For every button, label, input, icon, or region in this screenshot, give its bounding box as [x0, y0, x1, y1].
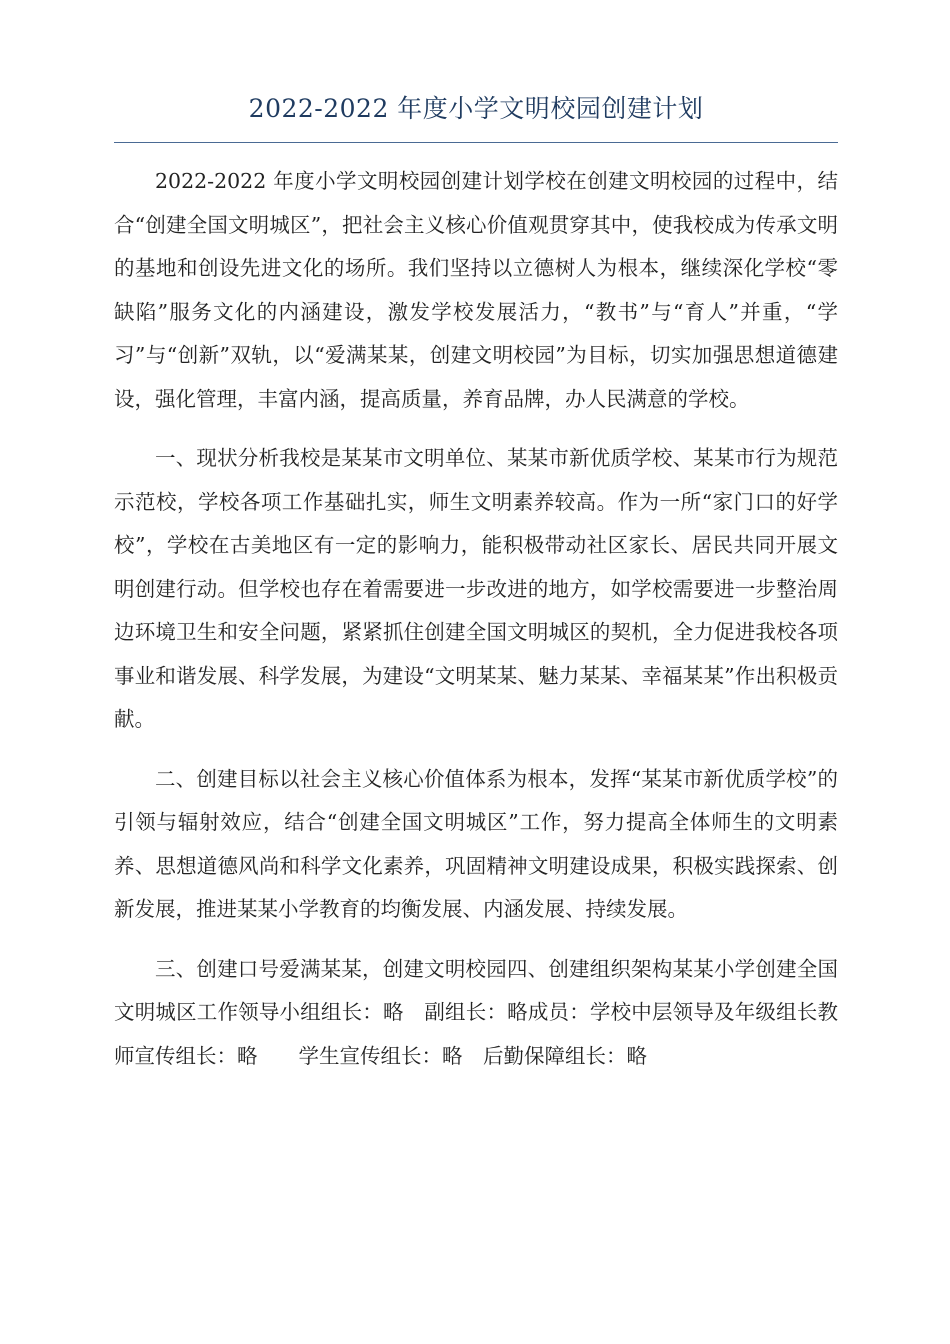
paragraph-intro: 2022-2022 年度小学文明校园创建计划学校在创建文明校园的过程中，结合“创建全国文明城区”，把社会主义核心价值观贯穿其中，使我校成为传承文明的基地和创设先进文化的场所。我们坚持以立德树人为根本，继续深化学校“零缺陷”服务文化的内涵建设，激发学校发展活力，“教书”与“育人”并重，“学习”与“创新”双轨，以“爱满某某，创建文明校园”为目标，切实加强思想道德建设，强化管理，丰富内涵，提高质量，养育品牌，办人民满意的学校。	[114, 169, 838, 411]
document-title: 2022-2022 年度小学文明校园创建计划	[248, 94, 704, 123]
paragraph-slogan-organization: 三、创建口号爱满某某，创建文明校园四、创建组织架构某某小学创建全国文明城区工作领导小组组长：略 副组长：略成员：学校中层领导及年级组长教师宣传组长：略 学生宣传组长：略 后勤保障组长：略	[114, 956, 838, 1068]
document-body	[114, 160, 838, 1078]
paragraph-goals: 二、创建目标以社会主义核心价值体系为根本，发挥“某某市新优质学校”的引领与辐射效应，结合“创建全国文明城区”工作，努力提高全体师生的文明素养、思想道德风尚和科学文化素养，巩固精神文明建设成果，积极实践探索、创新发展，推进某某小学教育的均衡发展、内涵发展、持续发展。	[114, 766, 838, 921]
title-divider	[114, 142, 838, 143]
paragraph-current-analysis: 一、现状分析我校是某某市文明单位、某某市新优质学校、某某市行为规范示范校，学校各项工作基础扎实，师生文明素养较高。作为一所“家门口的好学校”，学校在古美地区有一定的影响力，能积极带动社区家长、居民共同开展文明创建行动。但学校也存在着需要进一步改进的地方，如学校需要进一步整治周边环境卫生和安全问题，紧紧抓住创建全国文明城区的契机，全力促进我校各项事业和谐发展、科学发展，为建设“文明某某、魅力某某、幸福某某”作出积极贡献。	[114, 446, 838, 731]
